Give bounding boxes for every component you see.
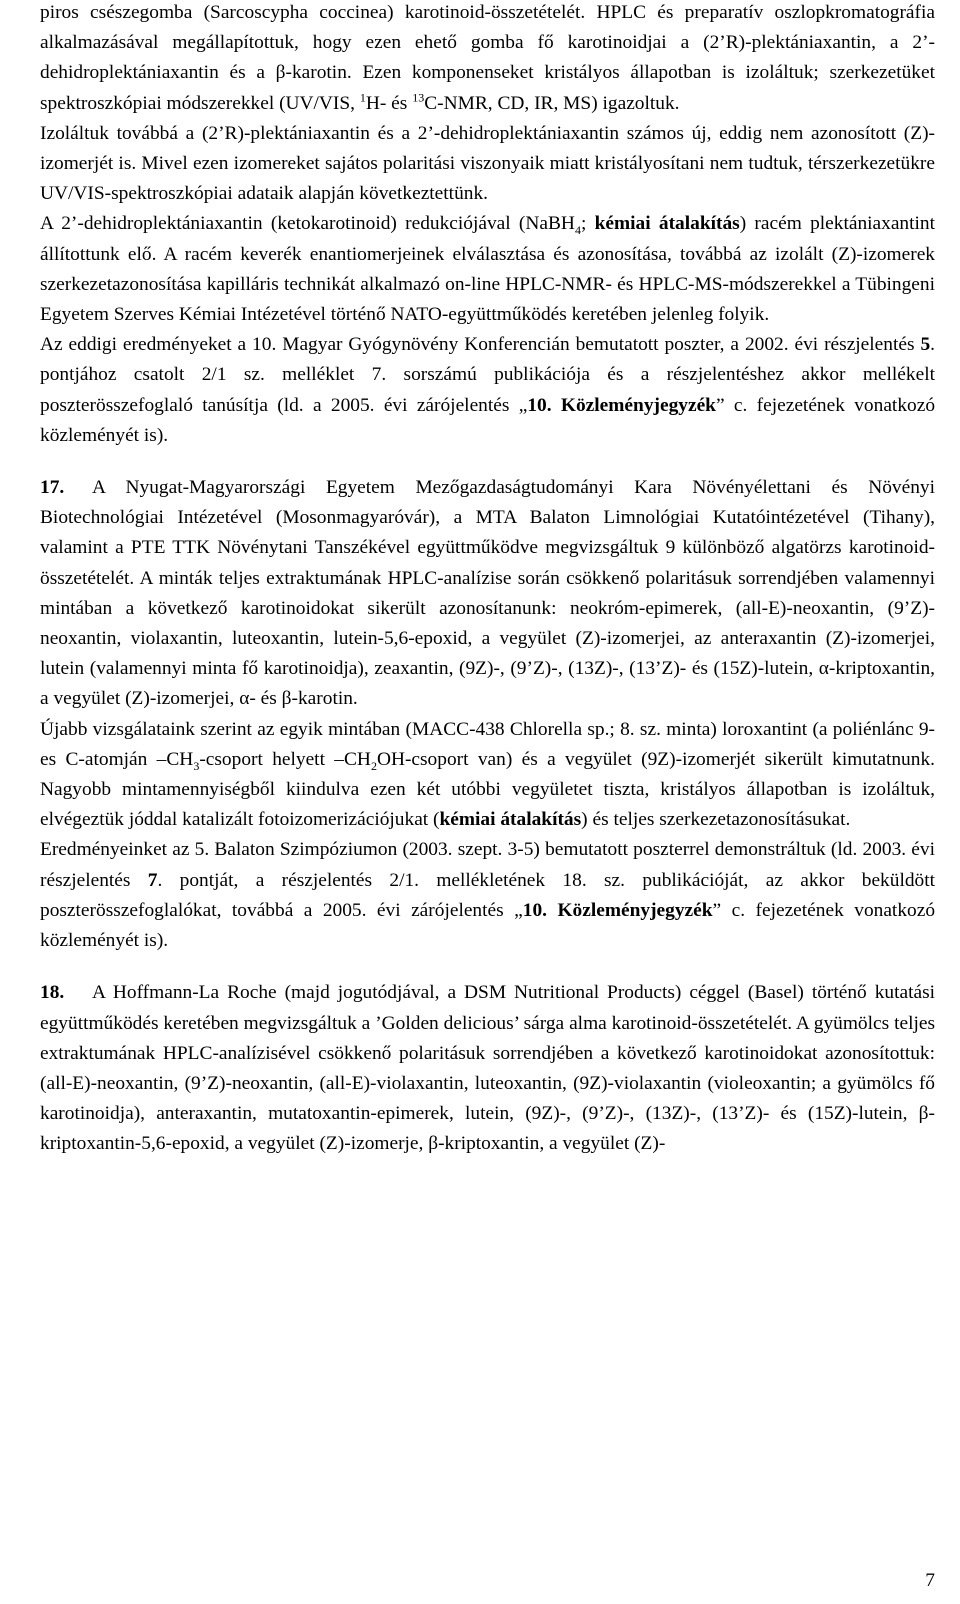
bold-text: 5 [920, 334, 931, 356]
item-number: 17. [40, 477, 65, 499]
text-run: A 2’-dehidroplektániaxantin (ketokarotinoid) redukciójával (NaBH [40, 213, 575, 235]
text-run: piros csészegomba (Sarcoscypha coccinea) karotinoid-összetételét. HPLC és preparatív oszlopkromatográfia alkalmazásával megállapítottuk, hogy ezen ehető gomba fő karotinoidjai a (2’R)-plektániaxantin, a 2’-dehidroplektániaxantin és a β-karotin. Ezen komponenseket kristályos állapotban is izoláltuk; szerkezetüket spektroszkópiai módszerekkel (UV/VIS, [40, 2, 935, 114]
text-run: ) és teljes szerkezetazonosításukat. [581, 809, 851, 831]
text-run: Az eddigi eredményeket a 10. Magyar Gyógynövény Konferencián bemutatott poszter, a 2002. évi részjelentés [40, 334, 921, 356]
item-16-continuation [40, 0, 935, 451]
page-number: 7 [925, 1570, 935, 1591]
text-run: -csoport helyett –CH [199, 748, 371, 770]
paragraph [40, 0, 935, 119]
paragraph: A Nyugat-Magyarországi Egyetem Mezőgazdaságtudományi Kara Növényélettani és Növényi Biotechnológiai Intézetével (Mosonmagyaróvár), a MTA Balaton Limnológiai Kutatóintézetével (Tihany), valamint a PTE TTK Növénytani Tanszékével együttműködve megvizsgáltuk 9 különböző algatörzs karotinoid-összetételét. A minták teljes extraktumának HPLC-analízise során csökkenő polaritásuk sorrendjében valamennyi mintában a következő karotinoidokat sikerült azonosítanunk: neokróm-epimerek, (all-E)-neoxantin, (9’Z)-neoxantin, violaxantin, luteoxantin, lutein-5,6-epoxid, a vegyület (Z)-izomerjei, az anteraxantin (Z)-izomerjei, lutein (valamennyi minta fő karotinoidja), zeaxantin, (9Z)-, (9’Z)-, (13Z)-, (13’Z)- és (15Z)-lutein, α-kriptoxantin, a vegyület (Z)-izomerjei, α- és β-karotin. [40, 477, 935, 710]
text-run: ” c. fejezetének vonatkozó közleményét is). [40, 899, 936, 952]
paragraph [40, 715, 935, 836]
item-17 [40, 473, 935, 956]
paragraph: Izoláltuk továbbá a (2’R)-plektániaxantin és a 2’-dehidroplektániaxantin számos új, eddig nem azonosított (Z)-izomerjét is. Mivel ezen izomereket sajátos polaritási viszonyaik miatt kristályosítani nem tudtuk, térszerkezetükre UV/VIS-spektroszkópiai adataik alapján következtettünk. [40, 122, 935, 205]
subscript: 4 [574, 223, 581, 238]
bold-text: 7 [147, 869, 158, 891]
paragraph [40, 330, 935, 451]
subscript: 3 [193, 758, 200, 773]
text-run: . pontjához csatolt 2/1 sz. melléklet 7. sorszámú publikációja és a részjelentéshez akkor mellékelt poszterösszefoglaló tanúsítja (ld. a 2005. évi zárójelentés „ [40, 334, 935, 416]
text-run: Újabb vizsgálataink szerint az egyik mintában (MACC-438 Chlorella sp.; 8. sz. minta) loroxantint (a poliénlánc 9-es C-atomján –CH [40, 718, 935, 770]
paragraph [40, 209, 935, 330]
text-run: Eredményeinket az 5. Balaton Szimpóziumon (2003. szept. 3-5) bemutatott poszterrel demonstráltuk (ld. 2003. évi részjelentés [40, 839, 935, 891]
text-run: ; [580, 213, 595, 235]
text-run: H- és [365, 92, 413, 114]
bold-text: kémiai átalakítás [594, 213, 740, 235]
item-number: 18. [40, 982, 65, 1004]
text-run: C-NMR, CD, IR, MS) igazoltuk. [424, 92, 680, 114]
subscript: 2 [370, 758, 377, 773]
superscript: 1 [359, 90, 366, 105]
paragraph [40, 835, 935, 956]
item-18 [40, 978, 935, 1159]
text-run: ” c. fejezetének vonatkozó közleményét is). [40, 394, 936, 446]
bold-text: kémiai átalakítás [439, 809, 582, 831]
text-run: ) racém plektániaxantint állítottunk elő. A racém keverék enantiomerjeinek elválasztása és azonosítása, továbbá az izolált (Z)-izomerek szerkezetazonosítása kapilláris technikát alkalmazó on-line HPLC-NMR- és HPLC-MS-módszerekkel a Tübingeni Egyetem Szerves Kémiai Intézetével történő NATO-együttműködés keretében jelenleg folyik. [40, 213, 935, 326]
document-page [40, 0, 935, 1160]
bold-text: 10. Közleményjegyzék [527, 394, 716, 416]
text-run: . pontját, a részjelentés 2/1. mellékletének 18. sz. publikációját, az akkor beküldött poszterösszefoglalókat, továbbá a 2005. évi zárójelentés „ [40, 869, 935, 921]
text-run: OH-csoport van) és a vegyület (9Z)-izomerjét sikerült kimutatnunk. Nagyobb mintamennyiségből kiindulva ezen két utóbbi vegyületet tiszta, kristályos állapotban is izoláltuk, elvégeztük jóddal katalizált fotoizomerizációjukat ( [40, 748, 935, 831]
paragraph: A Hoffmann-La Roche (majd jogutódjával, a DSM Nutritional Products) céggel (Basel) történő kutatási együttműködés keretében megvizsgáltuk a ’Golden delicious’ sárga alma karotinoid-összetételét. A gyümölcs teljes extraktumának HPLC-analízisével csökkenő polaritásuk sorrendjében a következő karotinoidokat azonosítottuk: (all-E)-neoxantin, (9’Z)-neoxantin, (all-E)-violaxantin, luteoxantin, (9Z)-violaxantin (violeoxantin; a gyümölcs fő karotinoidja), anteraxantin, mutatoxantin-epimerek, lutein, (9Z)-, (9’Z)-, (13Z)-, (13’Z)- és (15Z)-lutein, β-kriptoxantin-5,6-epoxid, a vegyület (Z)-izomerje, β-kriptoxantin, a vegyület (Z)- [40, 982, 935, 1155]
bold-text: 10. Közleményjegyzék [522, 899, 713, 921]
superscript: 13 [412, 90, 425, 105]
